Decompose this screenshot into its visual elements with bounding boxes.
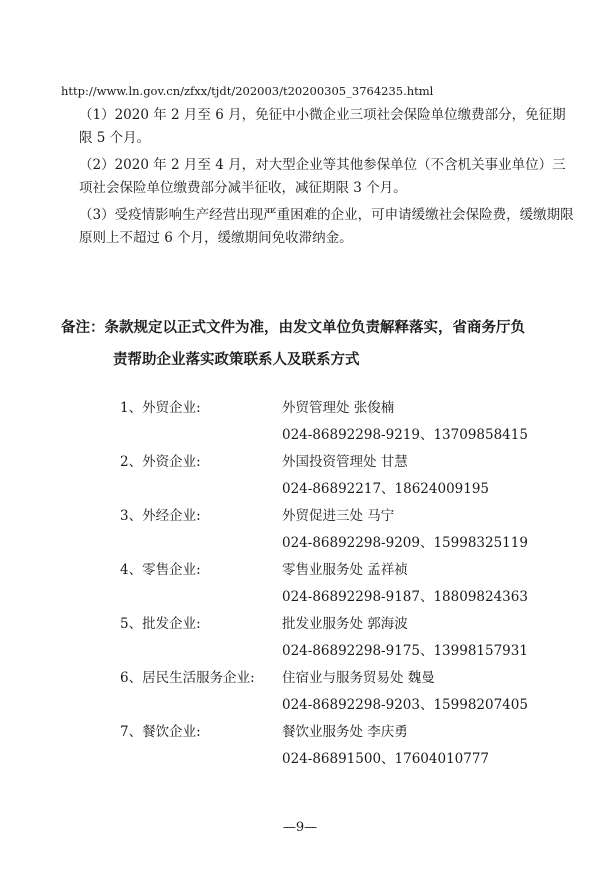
contact-category: 5、批发企业:	[120, 616, 201, 632]
contact-phone: 024-86892298-9203、15998207405	[282, 697, 528, 713]
contact-category: 6、居民生活服务企业:	[120, 670, 255, 686]
contact-item	[0, 608, 600, 662]
contact-phone: 024-86892298-9175、13998157931	[282, 643, 528, 659]
contact-department: 外贸促进三处 马宁	[282, 508, 395, 524]
contact-item	[0, 392, 600, 446]
contact-category: 7、餐饮企业:	[120, 724, 201, 740]
contact-item	[0, 554, 600, 608]
contact-phone: 024-86892217、18624009195	[282, 481, 490, 497]
contact-category: 1、外贸企业:	[120, 400, 201, 416]
page-number: —9—	[282, 820, 318, 835]
contact-department: 餐饮业服务处 李庆勇	[282, 724, 408, 740]
remark-line-1: 备注：条款规定以正式文件为准，由发文单位负责解释落实，省商务厅负	[61, 319, 525, 336]
contact-department: 外国投资管理处 甘慧	[282, 454, 408, 470]
contact-department: 外贸管理处 张俊楠	[282, 400, 395, 416]
policy-paragraph-2: （2）2020 年 2 月至 4 月，对大型企业等其他参保单位（不含机关事业单位）三项社会保险单位缴费部分减半征收，减征期限 3 个月。	[79, 157, 566, 196]
contact-department: 批发业服务处 郭海波	[282, 616, 408, 632]
source-url: http://www.ln.gov.cn/zfxx/tjdt/202003/t20200305_3764235.html	[61, 84, 434, 98]
contact-phone: 024-86892298-9219、13709858415	[282, 427, 528, 443]
contact-phone: 024-86892298-9187、18809824363	[282, 589, 528, 605]
contact-item	[0, 500, 600, 554]
contact-category: 3、外经企业:	[120, 508, 201, 524]
policy-paragraph-3: （3）受疫情影响生产经营出现严重困难的企业，可申请缓缴社会保险费，缓缴期限原则上不超过 6 个月，缓缴期间免收滞纳金。	[79, 207, 574, 246]
contact-department: 零售业服务处 孟祥祯	[282, 562, 408, 578]
contact-department: 住宿业与服务贸易处 魏曼	[282, 670, 435, 686]
contact-item	[0, 662, 600, 716]
contact-item	[0, 716, 600, 770]
contact-category: 4、零售企业:	[120, 562, 201, 578]
contact-phone: 024-86892298-9209、15998325119	[282, 535, 528, 551]
remark-line-2: 责帮助企业落实政策联系人及联系方式	[113, 351, 360, 368]
contact-phone: 024-86891500、17604010777	[282, 751, 490, 767]
contact-category: 2、外资企业:	[120, 454, 201, 470]
policy-paragraph-1: （1）2020 年 2 月至 6 月，免征中小微企业三项社会保险单位缴费部分，免征期限 5 个月。	[79, 107, 566, 146]
remark-note	[61, 312, 561, 376]
contact-item	[0, 446, 600, 500]
